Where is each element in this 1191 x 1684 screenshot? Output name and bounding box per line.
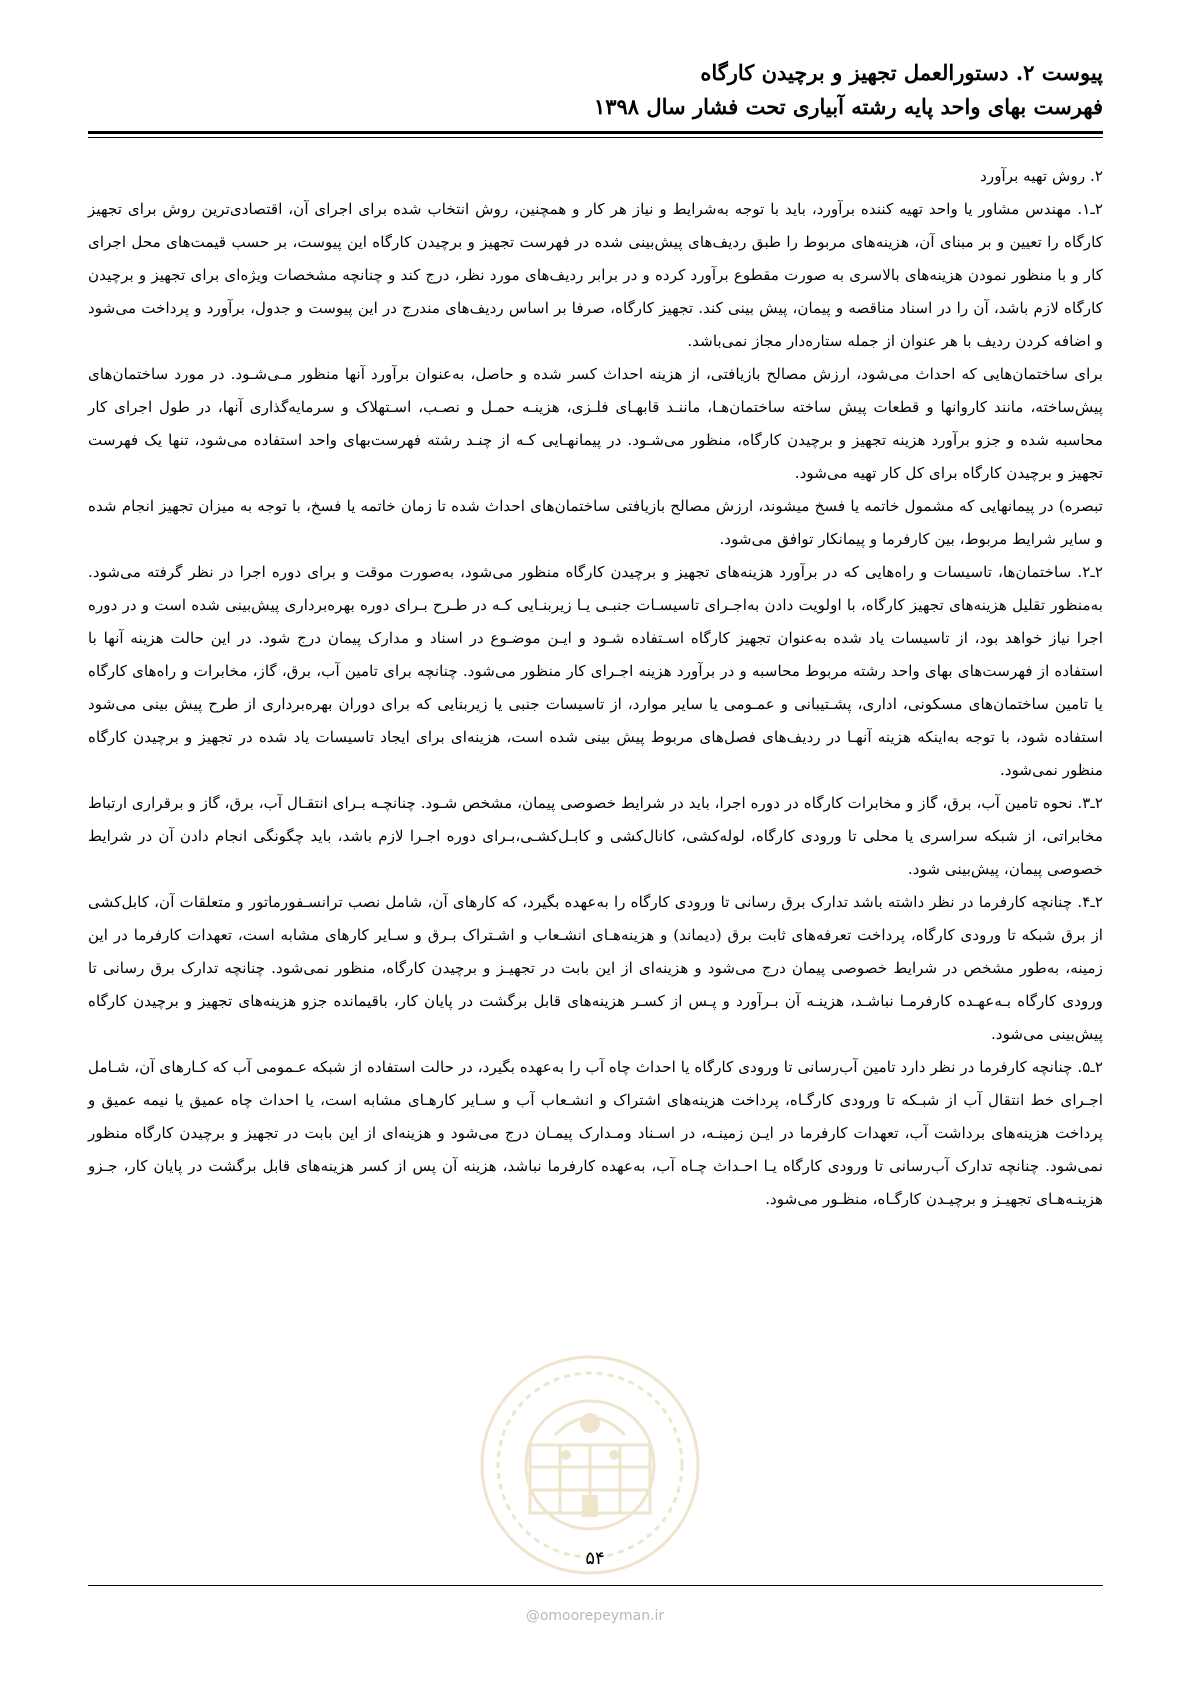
paragraph-2-1: ۲ـ۱. مهندس مشاور یا واحد تهیه کننده برآورد، باید با توجه به‌شرایط و نیاز هر کار و همچنین، روش انتخاب شده برای اجرای آن، اقتصادی‌ترین روش برای تجهیز کارگاه را تعیین و بر مبنای آن، هزینه‌های مربوط را طبق ردیف‌های پیش‌بینی شده در فهرست تجهیز و برچیدن کارگاه این پیوست، بر حسب قیمت‌های محل اجرای کار و با منظور نمودن هزینه‌های بالاسری به صورت مقطوع برآورد کرده و در برابر ردیف‌های مورد نظر، درج کند و چنانچه مشخصات ویژه‌ای برای تجهیز و برچیدن کارگاه لازم باشد، آن را در اسناد مناقصه و پیمان، پیش بینی کند. تجهیز کارگاه، صرفا بر اساس ردیف‌های مندرج در این پیوست و جدول، برآورد و پرداخت می‌شود و اضافه کردن ردیف با هر عنوان از جمله ستاره‌دار مجاز نمی‌باشد. — [88, 200, 1103, 350]
body-text — [88, 160, 1103, 1216]
paragraph-2-5: ۲ـ۵. چنانچه کارفرما در نظر دارد تامین آب‌رسانی تا ورودی کارگاه یا احداث چاه آب را به‌عهده بگیرد، در حالت استفاده از شبکه عـمومی آب که کـارهای آن، شـامل اجـرای خط انتقال آب از شبـکه تا ورودی کارگـاه، پرداخت هزینه‌های اشتراک و انشـعاب آب و سـایر کارهـای مشابه است، یا احداث چاه عمیق یا نیمه عمیق و پرداخت هزینه‌های برداشت آب، تعهدات کارفرما در ایـن زمینـه، در اسـناد ومـدارک پیمـان درج می‌شود و هزینه‌ای از این بابت در تجهیز و برچیدن کارگاه منظور نمی‌شود. چنانچه تدارک آب‌رسانی تا ورودی کارگاه یـا احـداث چـاه آب، به‌عهده کارفرما نباشد، هزینه آن پس از کسر هزینه‌های قابل برگشت در پایان کار، جـزو هزینـه‌هـای تجهیـز و برچیـدن کارگـاه، منظـور می‌شود. — [88, 1058, 1103, 1208]
paragraph-2-2: ۲ـ۲. ساختمان‌ها، تاسیسات و راه‌هایی که در برآورد هزینه‌های تجهیز و برچیدن کارگاه منظور می‌شود، به‌صورت موقت و برای دوره اجرا در نظر گرفته می‌شود. به‌منظور تقلیل هزینه‌های تجهیز کارگاه، با اولویت دادن به‌اجـرای تاسیسـات جنبـی یـا زیربنـایی کـه در طـرح بـرای دوره بهره‌برداری پیش‌بینی شده است و در دوره اجرا نیاز خواهد بود، از تاسیسات یاد شده به‌عنوان تجهیز کارگاه اسـتفاده شـود و ایـن موضـوع در اسناد و مدارک پیمان درج شود. در این حالت هزینه آنها با استفاده از فهرست‌های بهای واحد رشته مربوط محاسبه و در برآورد هزینه اجـرای کار منظور می‌شود. چنانچه برای تامین آب، برق، گاز، مخابرات و راه‌های کارگاه یا تامین ساختمان‌های مسکونی، اداری، پشـتیبانی و عمـومی یا سایر موارد، از تاسیسات جنبی یا زیربنایی که برای دوران بهره‌برداری از طرح پیش بینی می‌شود استفاده شود، با توجه به‌اینکه هزینه آنهـا در ردیف‌های فصل‌های مربوط پیش بینی شده است، هزینه‌ای برای ایجاد تاسیسات یاد شده در تجهیز و برچیدن کارگاه منظور نمی‌شود. — [88, 563, 1103, 779]
paragraph-buildings: برای ساختمان‌هایی که احداث می‌شود، ارزش مصالح بازیافتی، از هزینه احداث کسر شده و حاصل، به‌عنوان برآورد آنها منظور مـی‌شـود. در مورد ساختمان‌های پیش‌ساخته، مانند کاروانها و قطعات پیش ساخته ساختمان‌هـا، ماننـد قابهـای فلـزی، هزینـه حمـل و نصـب، اسـتهلاک و سرمایه‌گذاری آنها، در طول اجرای کار محاسبه شده و جزو برآورد هزینه تجهیز و برچیدن کارگاه، منظور می‌شـود. در پیمانهـایی کـه از چنـد رشته فهرست‌بهای واحد استفاده می‌شود، تنها یک فهرست تجهیز و برچیدن کارگاه برای کل کار تهیه می‌شود. — [88, 365, 1103, 482]
header-rule-thin — [88, 137, 1103, 138]
header-title-line1: پیوست ۲. دستورالعمل تجهیز و برچیدن کارگاه — [700, 60, 1103, 85]
footer-website[interactable]: @omoorepeyman.ir — [525, 1608, 665, 1624]
paragraph-note: تبصره) در پیمانهایی که مشمول خاتمه یا فسخ میشوند، ارزش مصالح بازیافتی ساختمان‌های احداث شده تا زمان خاتمه یا فسخ، با توجه به میزان تجهیز انجام شده و سایر شرایط مربوط، بین کارفرما و پیمانکار توافق می‌شود. — [88, 497, 1103, 548]
header-title-line2: فهرست بهای واحد پایه رشته آبیاری تحت فشار سال ۱۳۹۸ — [593, 94, 1103, 119]
paragraph-2-3: ۲ـ۳. نحوه تامین آب، برق، گاز و مخابرات کارگاه در دوره اجرا، باید در شرایط خصوصی پیمان، مشخص شـود. چنانچـه بـرای انتقـال آب، برق، گاز و برقراری ارتباط مخابراتی، از شبکه سراسری یا محلی تا ورودی کارگاه، لوله‌کشی، کانال‌کشی و کابـل‌کشـی،بـرای دوره اجـرا لازم باشد، باید چگونگی انجام دادن آن در شرایط خصوصی پیمان، پیش‌بینی شود. — [88, 794, 1103, 878]
page-number: ۵۴ — [585, 1548, 605, 1569]
paragraph-2-4: ۲ـ۴. چنانچه کارفرما در نظر داشته باشد تدارک برق رسانی تا ورودی کارگاه را به‌عهده بگیرد، که کارهای آن، شامل نصب ترانسـفورماتور و متعلقات آن، کابل‌کشی از برق شبکه تا ورودی کارگاه، پرداخت تعرفه‌های ثابت برق (دیماند) و هزینه‌هـای انشـعاب و اشـتراک بـرق و سـایر کارهای مشابه است، تعهدات کارفرما در این زمینه، به‌طور مشخص در شرایط خصوصی پیمان درج می‌شود و هزینه‌ای از این بابت در تجهیـز و برچیدن کارگاه، منظور نمی‌شود. چنانچه تدارک برق رسانی تا ورودی کارگاه بـه‌عهـده کارفرمـا نباشـد، هزینـه آن بـرآورد و پـس از کسـر هزینه‌های قابل برگشت در پایان کار، باقیمانده جزو هزینه‌های تجهیز و برچیدن کارگاه پیش‌بینی می‌شود. — [88, 893, 1103, 1043]
footer-rule — [88, 1585, 1103, 1586]
header-rule-thick — [88, 131, 1103, 134]
page-header — [88, 56, 1103, 124]
section-heading: ۲. روش تهیه برآورد — [980, 167, 1103, 185]
